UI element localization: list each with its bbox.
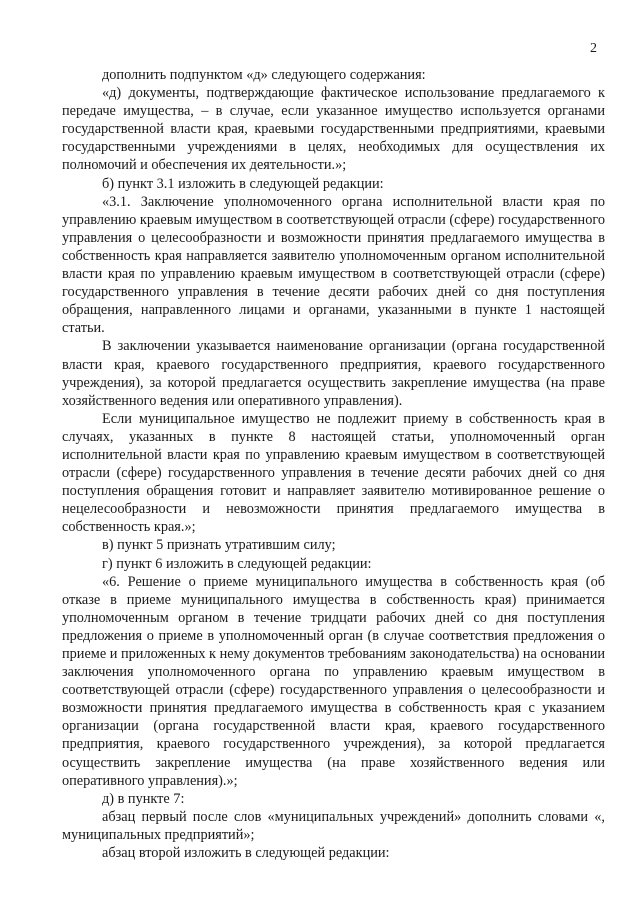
document-body [62,66,605,862]
paragraph: «д) документы, подтверждающие фактическое использование предлагаемого к передаче имущества, – в случае, если указанное имущество используется органами государственной власти края, краевыми государственными предприятиями, краевыми государственными учреждениями в целях, необходимых для осуществления их полномочий и обеспечения их деятельности.»; [62,85,605,174]
paragraph: б) пункт 3.1 изложить в следующей редакции: [102,175,384,192]
paragraph: «6. Решение о приеме муниципального имущества в собственность края (об отказе в приеме муниципального имущества в собственность края) принимается уполномоченным органом в течение тридцати рабочих дней со дня поступления предложения о приеме в уполномоченный орган (в случае соответствия предложения о приеме и приложенных к нему документов требованиям законодательства) на основании заключения уполномоченного органа по управлению краевым имуществом в соответствующей отрасли (сфере) государственного управления о целесообразности и возможности принятия предлагаемого имущества в собственность края с указанием организации (органа государственной власти края, краевого государственного предприятия, краевого государственного учреждения), за которой предлагается осуществить закрепление имущества (на праве хозяйственного ведения или оперативного управления).»; [62,573,605,789]
paragraph: г) пункт 6 изложить в следующей редакции: [102,555,372,572]
paragraph: д) в пункте 7: [102,790,185,807]
paragraph: Если муниципальное имущество не подлежит приему в собственность края в случаях, указанных в пункте 8 настоящей статьи, уполномоченный орган исполнительной власти края по управлению краевым имуществом в соответствующей отрасли (сфере) государственного управления в течение десяти рабочих дней со дня поступления обращения готовит и направляет заявителю мотивированное решение о нецелесообразности и невозможности принятия предлагаемого имущества в собственность края.»; [62,410,605,536]
paragraph: абзац первый после слов «муниципальных учреждений» дополнить словами «, муниципальных предприятий»; [62,808,605,843]
paragraph: в) пункт 5 признать утратившим силу; [102,537,336,554]
page-number: 2 [590,41,597,56]
paragraph: абзац второй изложить в следующей редакции: [102,845,390,862]
paragraph: дополнить подпунктом «д» следующего содержания: [102,67,426,83]
paragraph: В заключении указывается наименование организации (органа государственной власти края, краевого государственного предприятия, краевого государственного учреждения), за которой предлагается осуществить закрепление имущества (на праве хозяйственного ведения или оперативного управления). [62,338,605,409]
paragraph: «3.1. Заключение уполномоченного органа исполнительной власти края по управлению краевым имуществом в соответствующей отрасли (сфере) государственного управления о целесообразности и возможности принятия предлагаемого имущества в собственность края направляется заявителю уполномоченным органом исполнительной власти края по управлению краевым имуществом в соответствующей отрасли (сфере) государственного управления в течение десяти рабочих дней со дня поступления обращения, направленного лицами и органами, указанными в пункте 1 настоящей статьи. [62,193,605,337]
